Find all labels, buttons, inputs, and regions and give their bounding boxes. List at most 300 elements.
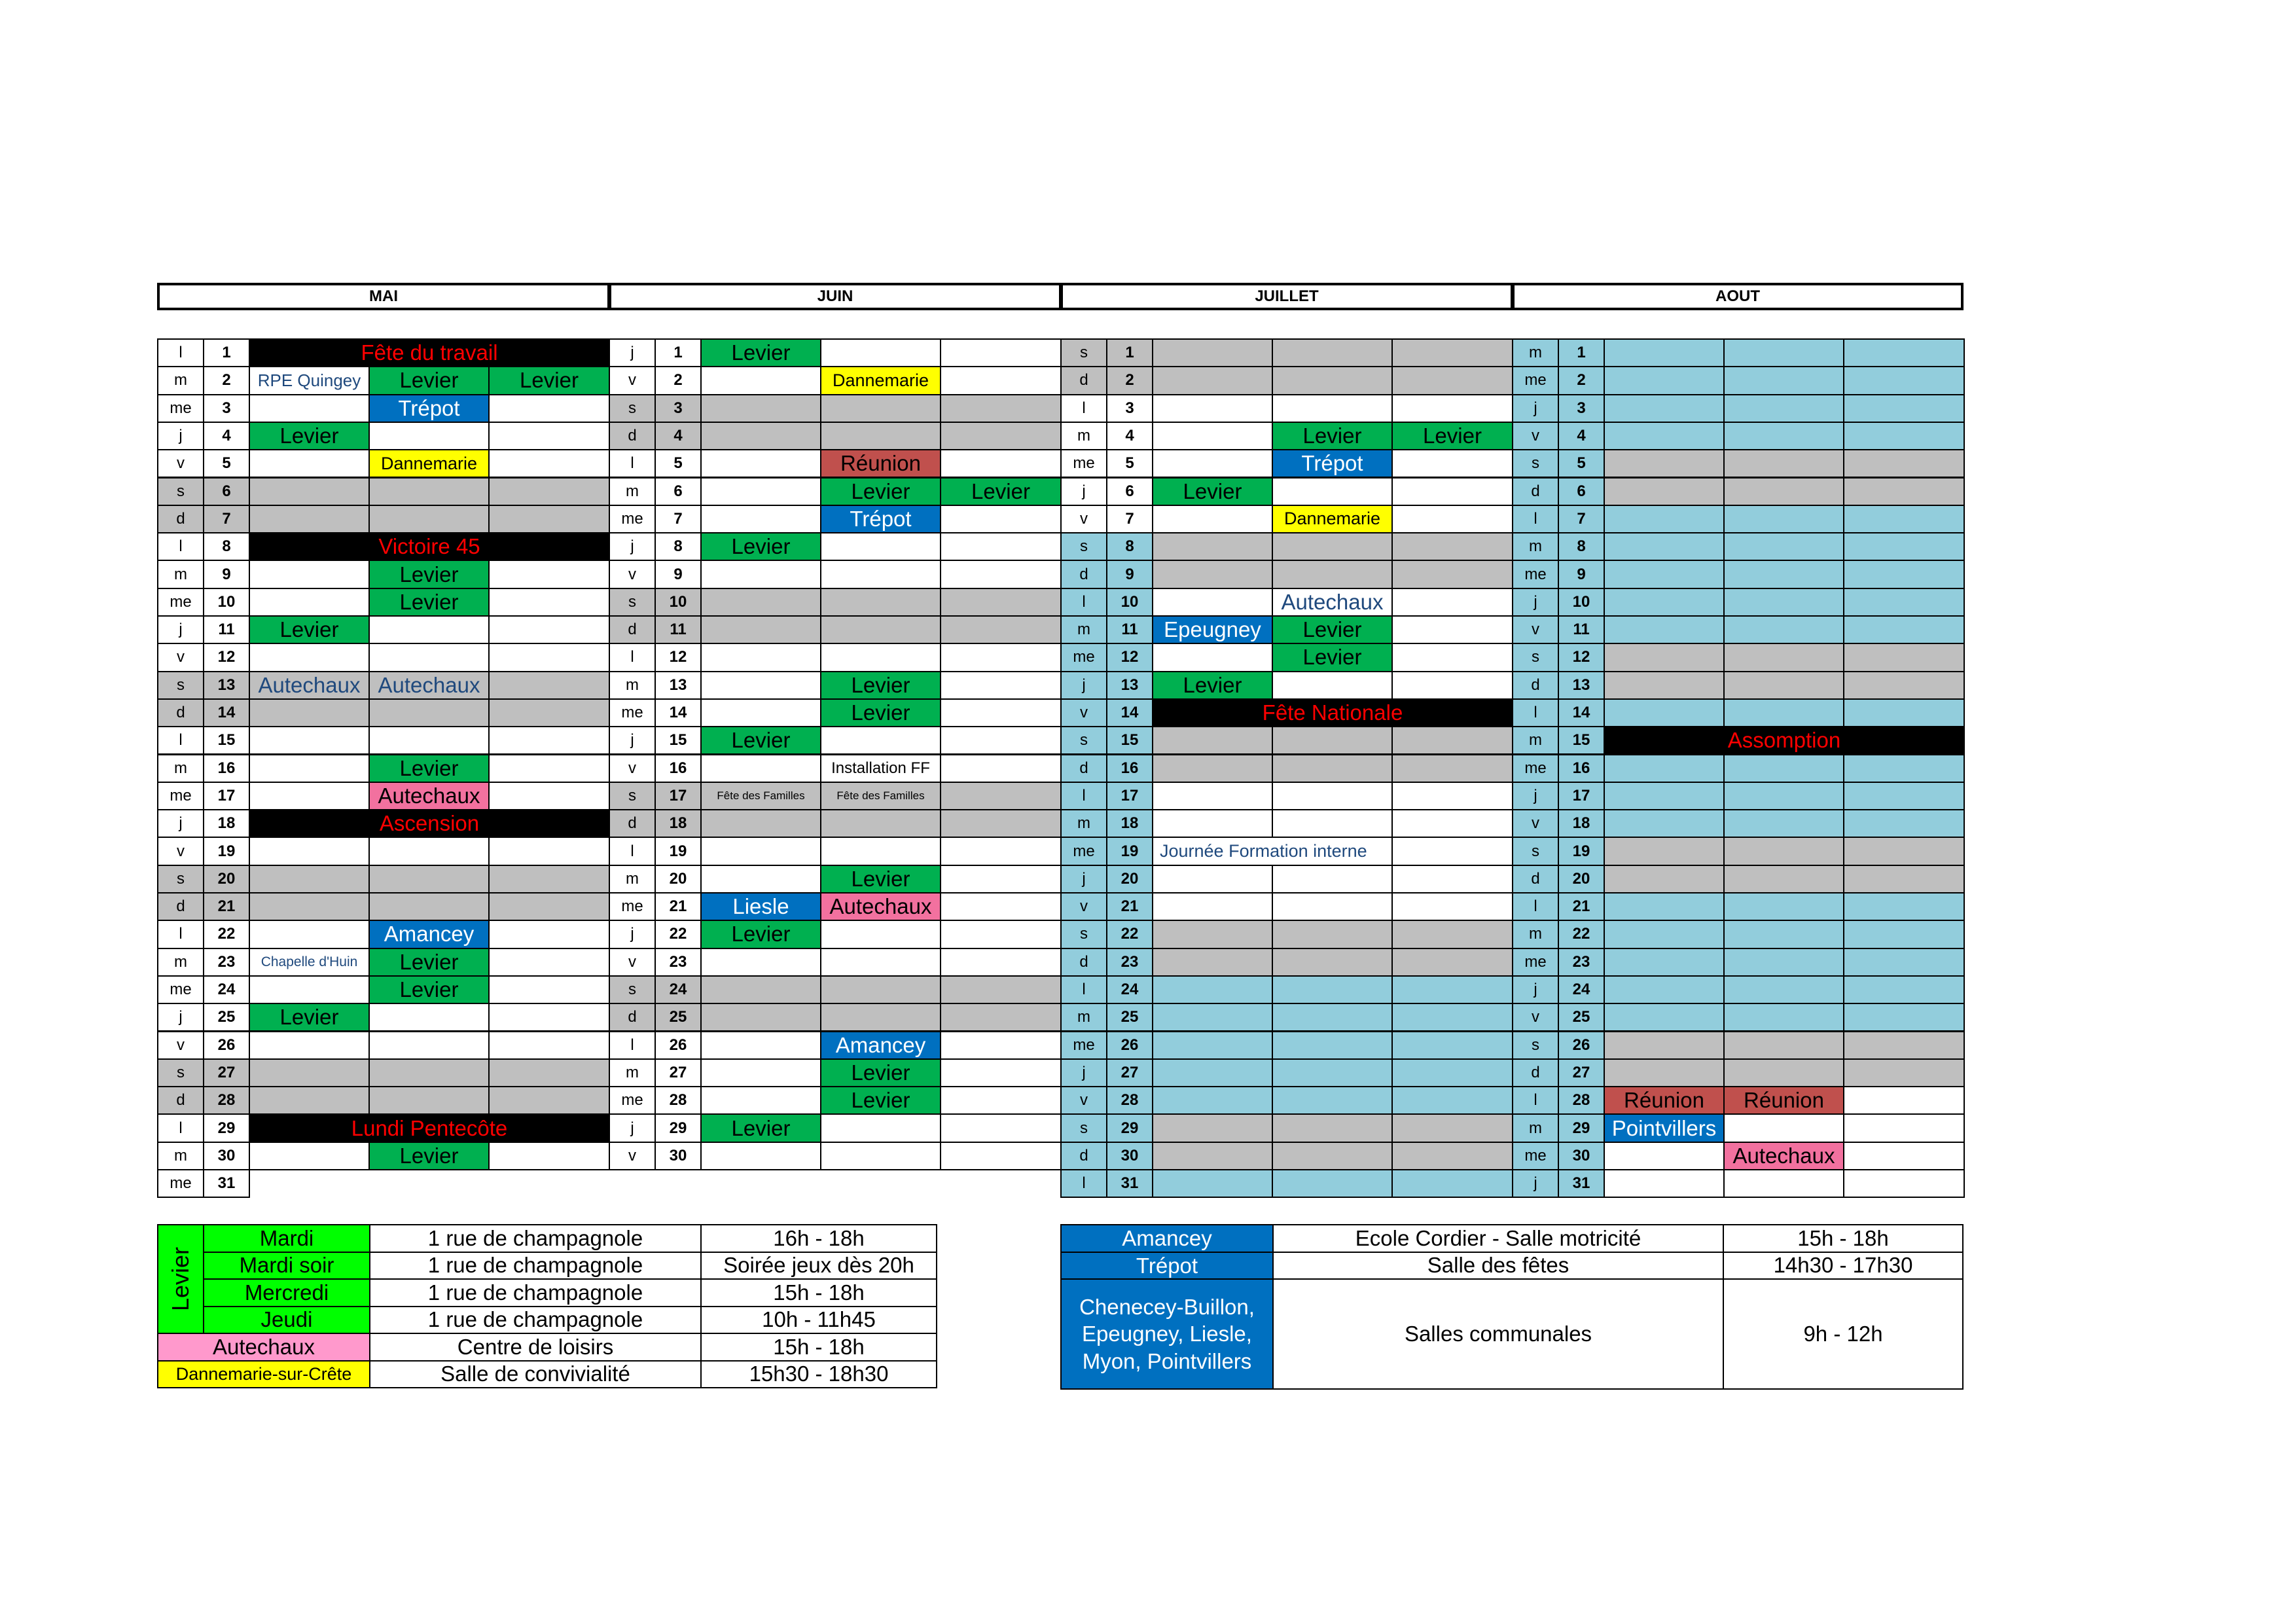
month-header: JUIN: [609, 283, 1062, 310]
empty-cell: [1604, 422, 1725, 450]
levier-legend-text: Levier: [167, 1246, 194, 1312]
levier-schedule-place: 1 rue de champagnole: [369, 1278, 702, 1307]
empty-cell: [1152, 394, 1273, 423]
empty-cell: [1843, 920, 1965, 948]
empty-cell: [1843, 1142, 1965, 1170]
empty-cell: [1152, 532, 1273, 561]
day-number: 15: [1558, 726, 1605, 755]
day-letter: s: [1512, 449, 1559, 478]
day-number: 21: [655, 892, 702, 921]
empty-cell: [700, 394, 821, 423]
day-letter: d: [1060, 1142, 1107, 1170]
day-letter: d: [609, 615, 656, 644]
empty-cell: [488, 422, 610, 450]
empty-cell: [940, 1031, 1062, 1060]
day-number: 4: [1558, 422, 1605, 450]
empty-cell: [940, 449, 1062, 478]
empty-cell: [1843, 532, 1965, 561]
day-number: 12: [1558, 643, 1605, 672]
day-letter: me: [609, 698, 656, 727]
empty-cell: [1152, 366, 1273, 395]
empty-cell: [249, 505, 370, 533]
empty-cell: [1723, 948, 1844, 977]
event-cell: Levier: [820, 1058, 941, 1087]
day-number: 26: [1106, 1031, 1153, 1060]
day-number: 17: [203, 782, 250, 810]
empty-cell: [1152, 1113, 1273, 1142]
empty-cell: [940, 532, 1062, 561]
empty-cell: [1272, 1169, 1393, 1198]
event-cell: Dannemarie: [820, 366, 941, 395]
empty-cell: [368, 892, 490, 921]
event-cell: Levier: [368, 754, 490, 783]
empty-cell: [1272, 1003, 1393, 1032]
day-number: 23: [1558, 948, 1605, 977]
empty-cell: [1391, 837, 1513, 865]
empty-cell: [1272, 671, 1393, 700]
day-letter: j: [1060, 1058, 1107, 1087]
event-cell: Levier: [700, 726, 821, 755]
day-number: 22: [1558, 920, 1605, 948]
day-number: 3: [1106, 394, 1153, 423]
empty-cell: [1604, 477, 1725, 506]
empty-cell: [249, 698, 370, 727]
levier-schedule-time: 16h - 18h: [700, 1224, 937, 1253]
event-cell: Autechaux: [1723, 1142, 1844, 1170]
empty-cell: [1391, 671, 1513, 700]
day-number: 23: [655, 948, 702, 977]
empty-cell: [249, 782, 370, 810]
empty-cell: [700, 865, 821, 893]
empty-cell: [368, 1086, 490, 1115]
day-letter: m: [1512, 532, 1559, 561]
empty-cell: [1604, 560, 1725, 588]
empty-cell: [1843, 615, 1965, 644]
event-cell: Levier: [700, 338, 821, 367]
empty-cell: [1391, 809, 1513, 838]
day-number: 30: [655, 1142, 702, 1170]
empty-cell: [940, 338, 1062, 367]
event-cell: Levier: [1152, 671, 1273, 700]
empty-cell: [820, 643, 941, 672]
empty-cell: [1604, 975, 1725, 1004]
empty-cell: [1272, 366, 1393, 395]
day-number: 11: [203, 615, 250, 644]
day-number: 9: [203, 560, 250, 588]
event-cell: Levier: [249, 1003, 370, 1032]
day-letter: v: [1512, 422, 1559, 450]
empty-cell: [1391, 615, 1513, 644]
day-letter: s: [609, 588, 656, 617]
empty-cell: [820, 1003, 941, 1032]
day-number: 2: [1558, 366, 1605, 395]
day-letter: m: [1512, 920, 1559, 948]
empty-cell: [488, 560, 610, 588]
empty-cell: [1843, 449, 1965, 478]
day-letter: m: [1060, 1003, 1107, 1032]
empty-cell: [700, 1058, 821, 1087]
day-letter: s: [1512, 1031, 1559, 1060]
day-letter: d: [1512, 477, 1559, 506]
empty-cell: [700, 449, 821, 478]
empty-cell: [249, 754, 370, 783]
empty-cell: [249, 449, 370, 478]
empty-cell: [1723, 754, 1844, 783]
day-number: 12: [203, 643, 250, 672]
empty-cell: [700, 615, 821, 644]
day-letter: j: [1512, 1169, 1559, 1198]
empty-cell: [940, 754, 1062, 783]
legend-right-time: 15h - 18h: [1723, 1224, 1964, 1253]
empty-cell: [1723, 449, 1844, 478]
day-letter: me: [1512, 754, 1559, 783]
empty-cell: [368, 837, 490, 865]
empty-cell: [820, 726, 941, 755]
day-letter: v: [157, 837, 204, 865]
empty-cell: [1272, 1031, 1393, 1060]
day-number: 3: [655, 394, 702, 423]
day-number: 31: [1558, 1169, 1605, 1198]
empty-cell: [1152, 1169, 1273, 1198]
day-letter: l: [609, 1031, 656, 1060]
day-number: 13: [655, 671, 702, 700]
event-cell: Réunion: [1723, 1086, 1844, 1115]
empty-cell: [1272, 920, 1393, 948]
empty-cell: [1152, 809, 1273, 838]
empty-cell: [1723, 920, 1844, 948]
empty-cell: [1152, 754, 1273, 783]
event-cell: Fête Nationale: [1152, 698, 1513, 727]
empty-cell: [1391, 1142, 1513, 1170]
empty-cell: [488, 394, 610, 423]
empty-cell: [1152, 726, 1273, 755]
event-cell: Amancey: [820, 1031, 941, 1060]
empty-cell: [940, 809, 1062, 838]
autechaux-legend-place: Centre de loisirs: [369, 1333, 702, 1362]
empty-cell: [1604, 643, 1725, 672]
empty-cell: [1391, 1113, 1513, 1142]
empty-cell: [1843, 1169, 1965, 1198]
day-number: 19: [1106, 837, 1153, 865]
event-cell: Levier: [1272, 615, 1393, 644]
day-letter: l: [1512, 1086, 1559, 1115]
empty-cell: [488, 948, 610, 977]
day-number: 28: [1558, 1086, 1605, 1115]
event-cell: Levier: [700, 920, 821, 948]
empty-cell: [488, 671, 610, 700]
empty-cell: [700, 422, 821, 450]
empty-cell: [1272, 726, 1393, 755]
empty-cell: [1272, 1142, 1393, 1170]
empty-cell: [1604, 505, 1725, 533]
day-letter: d: [1512, 865, 1559, 893]
day-letter: l: [1060, 975, 1107, 1004]
day-number: 10: [655, 588, 702, 617]
month-header: MAI: [157, 283, 610, 310]
empty-cell: [940, 782, 1062, 810]
empty-cell: [1843, 422, 1965, 450]
day-number: 10: [1558, 588, 1605, 617]
day-letter: me: [157, 782, 204, 810]
day-letter: m: [157, 560, 204, 588]
empty-cell: [249, 837, 370, 865]
day-number: 28: [655, 1086, 702, 1115]
empty-cell: [1843, 643, 1965, 672]
empty-cell: [1152, 1142, 1273, 1170]
day-number: 4: [1106, 422, 1153, 450]
empty-cell: [1723, 1058, 1844, 1087]
day-number: 21: [1106, 892, 1153, 921]
day-number: 25: [655, 1003, 702, 1032]
empty-cell: [1152, 588, 1273, 617]
day-letter: l: [1512, 698, 1559, 727]
event-cell: Levier: [249, 615, 370, 644]
event-cell: Fête du travail: [249, 338, 610, 367]
empty-cell: [249, 588, 370, 617]
empty-cell: [700, 948, 821, 977]
day-letter: m: [1512, 726, 1559, 755]
empty-cell: [249, 560, 370, 588]
empty-cell: [700, 1031, 821, 1060]
day-number: 27: [655, 1058, 702, 1087]
empty-cell: [940, 726, 1062, 755]
empty-cell: [1604, 920, 1725, 948]
day-letter: d: [609, 809, 656, 838]
day-number: 10: [203, 588, 250, 617]
day-number: 26: [203, 1031, 250, 1060]
day-letter: me: [157, 975, 204, 1004]
day-number: 24: [655, 975, 702, 1004]
empty-cell: [368, 726, 490, 755]
day-number: 8: [203, 532, 250, 561]
empty-cell: [1391, 366, 1513, 395]
empty-cell: [1843, 394, 1965, 423]
empty-cell: [940, 615, 1062, 644]
dannemarie-legend-name: Dannemarie-sur-Crête: [157, 1360, 370, 1389]
day-letter: l: [157, 726, 204, 755]
empty-cell: [1843, 809, 1965, 838]
day-letter: j: [1512, 782, 1559, 810]
day-letter: s: [609, 975, 656, 1004]
event-cell: Amancey: [368, 920, 490, 948]
empty-cell: [1604, 892, 1725, 921]
day-letter: s: [1060, 1113, 1107, 1142]
day-number: 1: [203, 338, 250, 367]
empty-cell: [1723, 560, 1844, 588]
empty-cell: [1723, 1113, 1844, 1142]
day-letter: m: [609, 865, 656, 893]
day-letter: l: [609, 643, 656, 672]
day-letter: j: [1060, 865, 1107, 893]
event-cell: Lundi Pentecôte: [249, 1113, 610, 1142]
levier-schedule-time: Soirée jeux dès 20h: [700, 1252, 937, 1280]
empty-cell: [1604, 782, 1725, 810]
event-cell: Réunion: [820, 449, 941, 478]
empty-cell: [700, 1086, 821, 1115]
empty-cell: [1152, 1086, 1273, 1115]
day-number: 1: [655, 338, 702, 367]
day-number: 29: [1106, 1113, 1153, 1142]
event-cell: Trépot: [820, 505, 941, 533]
day-letter: m: [1060, 809, 1107, 838]
event-cell: Liesle: [700, 892, 821, 921]
day-number: 17: [1558, 782, 1605, 810]
levier-schedule-day: Mercredi: [203, 1278, 370, 1307]
empty-cell: [1843, 892, 1965, 921]
empty-cell: [940, 366, 1062, 395]
empty-cell: [1843, 560, 1965, 588]
day-letter: m: [1512, 338, 1559, 367]
empty-cell: [249, 1086, 370, 1115]
empty-cell: [940, 505, 1062, 533]
day-letter: v: [609, 366, 656, 395]
empty-cell: [1843, 505, 1965, 533]
day-number: 25: [1106, 1003, 1153, 1032]
day-letter: m: [157, 1142, 204, 1170]
day-number: 2: [1106, 366, 1153, 395]
day-number: 28: [203, 1086, 250, 1115]
empty-cell: [1723, 837, 1844, 865]
dannemarie-legend-time: 15h30 - 18h30: [700, 1360, 937, 1389]
empty-cell: [488, 1142, 610, 1170]
empty-cell: [820, 975, 941, 1004]
day-number: 6: [1558, 477, 1605, 506]
empty-cell: [1272, 782, 1393, 810]
empty-cell: [368, 505, 490, 533]
empty-cell: [1391, 1058, 1513, 1087]
empty-cell: [1723, 532, 1844, 561]
day-letter: v: [609, 754, 656, 783]
empty-cell: [488, 975, 610, 1004]
empty-cell: [1604, 532, 1725, 561]
day-number: 21: [1558, 892, 1605, 921]
event-cell: Levier: [368, 560, 490, 588]
month-header: JUILLET: [1060, 283, 1513, 310]
empty-cell: [1391, 865, 1513, 893]
empty-cell: [249, 1031, 370, 1060]
event-cell: Réunion: [1604, 1086, 1725, 1115]
empty-cell: [249, 1058, 370, 1087]
day-number: 20: [1106, 865, 1153, 893]
empty-cell: [820, 948, 941, 977]
day-number: 18: [1106, 809, 1153, 838]
day-letter: l: [1060, 394, 1107, 423]
empty-cell: [1604, 366, 1725, 395]
day-letter: j: [1512, 394, 1559, 423]
empty-cell: [1843, 366, 1965, 395]
empty-cell: [1272, 477, 1393, 506]
day-number: 5: [1558, 449, 1605, 478]
empty-cell: [249, 477, 370, 506]
event-cell: Levier: [488, 366, 610, 395]
empty-cell: [1152, 865, 1273, 893]
empty-cell: [1843, 782, 1965, 810]
empty-cell: [1604, 671, 1725, 700]
autechaux-legend-name: Autechaux: [157, 1333, 370, 1362]
empty-cell: [1604, 588, 1725, 617]
day-number: 24: [1106, 975, 1153, 1004]
day-letter: j: [609, 920, 656, 948]
day-number: 7: [1106, 505, 1153, 533]
empty-cell: [700, 505, 821, 533]
day-letter: m: [1060, 422, 1107, 450]
day-number: 29: [203, 1113, 250, 1142]
day-letter: l: [157, 1113, 204, 1142]
day-number: 14: [203, 698, 250, 727]
event-cell: Levier: [700, 1113, 821, 1142]
day-number: 19: [1558, 837, 1605, 865]
day-letter: me: [1512, 366, 1559, 395]
day-number: 14: [655, 698, 702, 727]
day-letter: v: [157, 643, 204, 672]
empty-cell: [1843, 975, 1965, 1004]
empty-cell: [940, 588, 1062, 617]
empty-cell: [1604, 698, 1725, 727]
event-cell: Levier: [1272, 422, 1393, 450]
day-letter: s: [1512, 837, 1559, 865]
empty-cell: [368, 1003, 490, 1032]
day-letter: me: [1060, 837, 1107, 865]
day-letter: me: [609, 1086, 656, 1115]
day-letter: d: [157, 892, 204, 921]
legend-right-name: Trépot: [1060, 1252, 1274, 1280]
day-letter: d: [157, 505, 204, 533]
empty-cell: [1391, 1031, 1513, 1060]
empty-cell: [1723, 366, 1844, 395]
empty-cell: [820, 532, 941, 561]
empty-cell: [1391, 920, 1513, 948]
empty-cell: [700, 754, 821, 783]
day-letter: me: [157, 588, 204, 617]
empty-cell: [940, 920, 1062, 948]
empty-cell: [700, 1142, 821, 1170]
day-letter: me: [1060, 643, 1107, 672]
day-letter: m: [609, 477, 656, 506]
day-number: 31: [1106, 1169, 1153, 1198]
day-letter: v: [609, 948, 656, 977]
day-letter: l: [157, 338, 204, 367]
day-letter: l: [157, 920, 204, 948]
empty-cell: [368, 422, 490, 450]
day-number: 9: [1558, 560, 1605, 588]
day-number: 24: [1558, 975, 1605, 1004]
empty-cell: [488, 1058, 610, 1087]
empty-cell: [1391, 643, 1513, 672]
empty-cell: [820, 1113, 941, 1142]
empty-cell: [1272, 754, 1393, 783]
event-cell: Victoire 45: [249, 532, 610, 561]
empty-cell: [488, 477, 610, 506]
event-cell: Levier: [249, 422, 370, 450]
empty-cell: [700, 477, 821, 506]
day-letter: s: [157, 865, 204, 893]
empty-cell: [1843, 698, 1965, 727]
empty-cell: [1272, 809, 1393, 838]
empty-cell: [1272, 1113, 1393, 1142]
empty-cell: [1272, 892, 1393, 921]
day-letter: s: [609, 394, 656, 423]
day-letter: d: [1512, 671, 1559, 700]
empty-cell: [249, 892, 370, 921]
day-number: 9: [1106, 560, 1153, 588]
empty-cell: [940, 643, 1062, 672]
empty-cell: [1604, 1031, 1725, 1060]
day-letter: l: [609, 449, 656, 478]
empty-cell: [1391, 1003, 1513, 1032]
empty-cell: [1604, 394, 1725, 423]
day-letter: me: [1060, 1031, 1107, 1060]
day-number: 25: [203, 1003, 250, 1032]
